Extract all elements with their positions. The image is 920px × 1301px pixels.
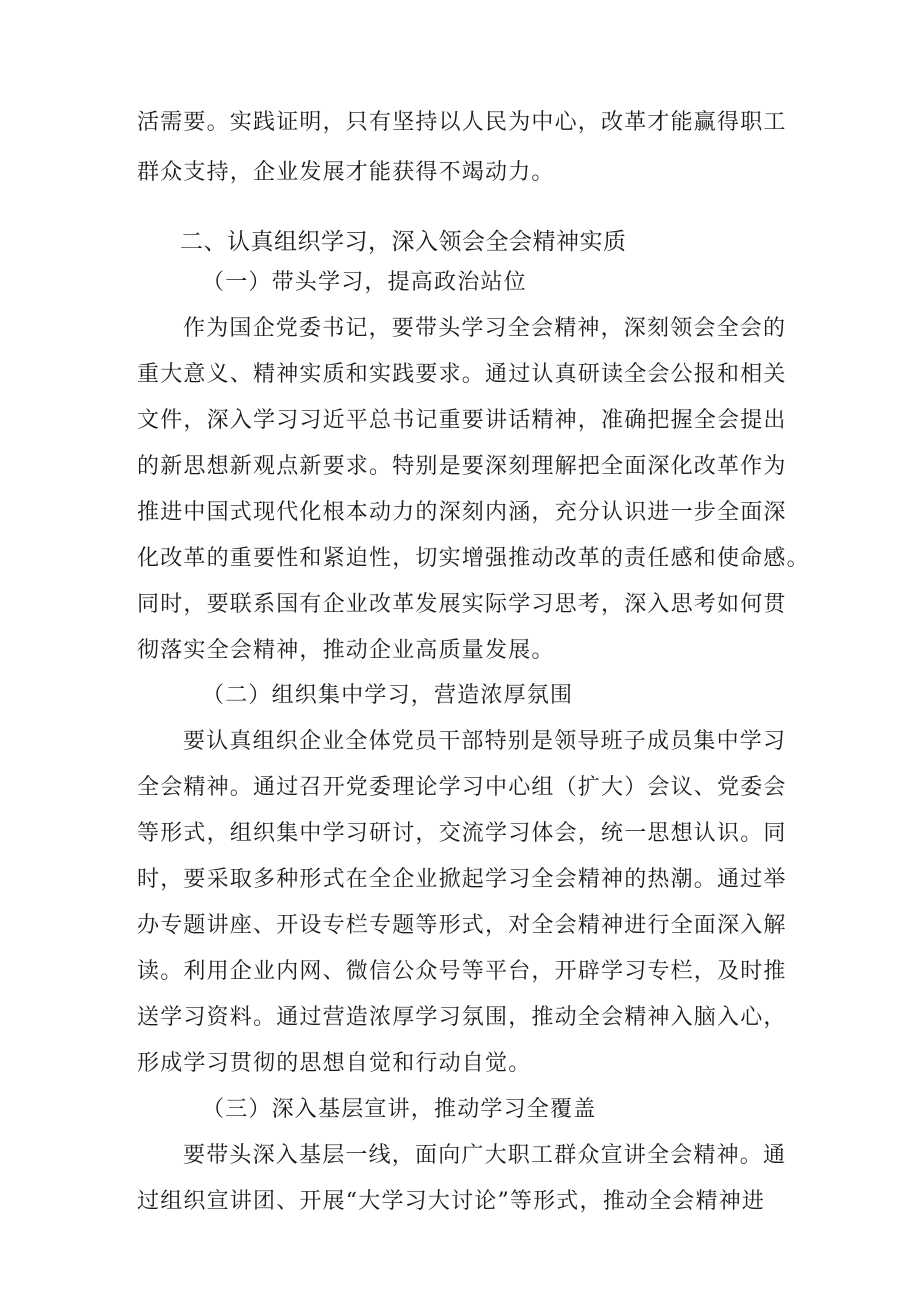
body-text-line: 办专题讲座、开设专栏专题等形式，对全会精神进行全面深入解 — [137, 913, 787, 938]
body-text-line: 送学习资料。通过营造浓厚学习氛围，推动全会精神入脑入心， — [137, 1005, 787, 1030]
body-text-line: 要带头深入基层一线，面向广大职工群众宣讲全会精神。通 — [183, 1143, 787, 1168]
body-text-line: 时，要采取多种形式在全企业掀起学习全会精神的热潮。通过举 — [137, 867, 787, 892]
body-text-line: 群众支持，企业发展才能获得不竭动力。 — [137, 160, 555, 185]
body-text-line: 读。利用企业内网、微信公众号等平台，开辟学习专栏，及时推 — [137, 959, 787, 984]
body-text-line: 同时，要联系国有企业改革发展实际学习思考，深入思考如何贯 — [137, 592, 787, 617]
section-heading: 二、认真组织学习，深入领会全会精神实质 — [180, 229, 627, 255]
body-text-line: 的新思想新观点新要求。特别是要深刻理解把全面深化改革作为 — [137, 454, 787, 479]
body-text-line: 等形式，组织集中学习研讨，交流学习体会，统一思想认识。同 — [137, 821, 787, 846]
body-text-line: 活需要。实践证明，只有坚持以人民为中心，改革才能赢得职工 — [137, 110, 787, 135]
body-text-line: 形成学习贯彻的思想自觉和行动自觉。 — [137, 1051, 532, 1076]
body-text-line: 化改革的重要性和紧迫性，切实增强推动改革的责任感和使命感。 — [137, 546, 810, 571]
body-text-line: 推进中国式现代化根本动力的深刻内涵，充分认识进一步全面深 — [137, 500, 787, 525]
subsection-heading: （一）带头学习，提高政治站位 — [202, 270, 527, 295]
body-text-line: 彻落实全会精神，推动企业高质量发展。 — [137, 638, 555, 663]
body-text-line: 文件，深入学习习近平总书记重要讲话精神，准确把握全会提出 — [137, 408, 787, 433]
subsection-heading: （二）组织集中学习，营造浓厚氛围 — [202, 683, 574, 708]
body-text-line: 过组织宣讲团、开展“大学习大讨论”等形式，推动全会精神进 — [137, 1189, 766, 1214]
body-text-line: 要认真组织企业全体党员干部特别是领导班子成员集中学习 — [183, 729, 787, 754]
body-text-line: 重大意义、精神实质和实践要求。通过认真研读全会公报和相关 — [137, 362, 787, 387]
body-text-line: 全会精神。通过召开党委理论学习中心组（扩大）会议、党委会 — [137, 775, 787, 800]
body-text-line: 作为国企党委书记，要带头学习全会精神，深刻领会全会的 — [183, 316, 787, 341]
subsection-heading: （三）深入基层宣讲，推动学习全覆盖 — [202, 1097, 597, 1122]
